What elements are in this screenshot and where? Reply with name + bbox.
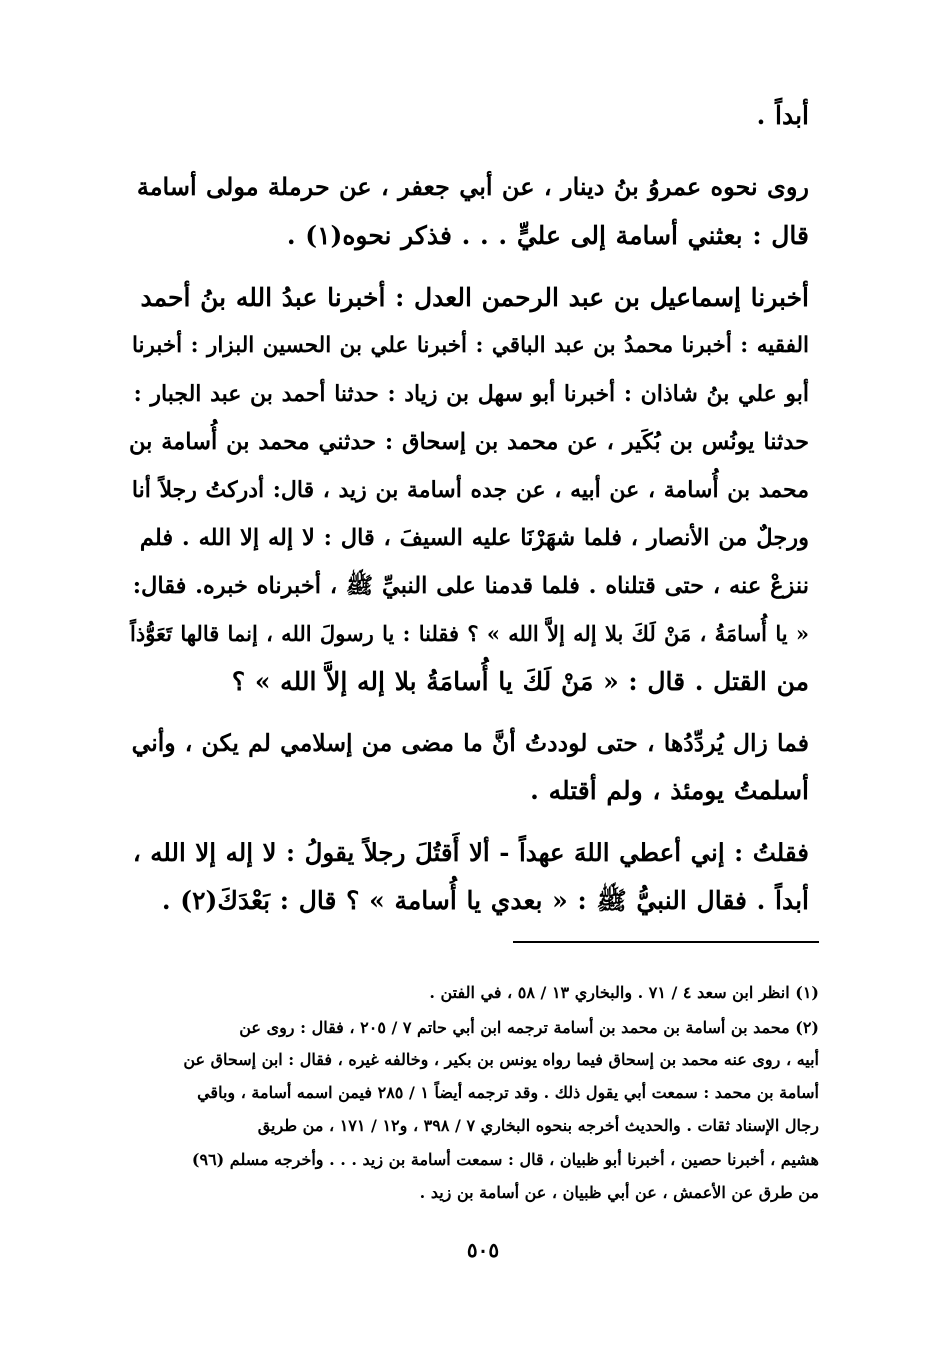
footnote-line: رجال الإسناد ثقات . والحديث أخرجه بنحوه البخاري ٧ / ٣٩٨ ، و١٢ / ١٧١ ، من طريق [257,1116,819,1135]
footnote-line: من طرق عن الأعمش ، عن أبي ظبيان ، عن أسامة بن زيد . [419,1183,819,1202]
text-line: أبو علي بنُ شاذان : أخبرنا أبو سهل بن زياد : حدثنا أحمد بن عبد الجبار : [133,381,809,407]
text-line: قال : بعثني أسامة إلى عليٍّ . . . فذكر نحوه(١) . [286,221,809,250]
footnote-line: (١) انظر ابن سعد ٤ / ٧١ . والبخاري ١٣ / ٥٨ ، في الفتن . [429,983,819,1002]
text-line: محمد بن أُسامة ، عن أبيه ، عن جده أسامة بن زيد ، قال: أدركتُ رجلاً أنا [131,477,809,503]
text-line: ننزعْ عنه ، حتى قتلناه . فلما قدمنا على النبيِّ ﷺ ، أخبرناه خبره. فقال: [132,573,809,599]
footnote-line: (٢) محمد بن أسامة بن محمد بن أسامة ترجمه ابن أبي حاتم ٧ / ٢٠٥ ، فقال : روى عن [239,1018,819,1037]
text-line: الفقيه : أخبرنا محمدُ بن عبد الباقي : أخبرنا علي بن الحسين البزار : أخبرنا [131,333,809,358]
text-line: روى نحوه عمروُ بنُ دينار ، عن أبي جعفر ، عن حرملة مولى أسامة [136,172,809,201]
footnote-line: أبيه ، روى عنه محمد بن إسحاق فيما رواه يونس بن بكير ، وخالفه غيره ، فقال : ابن إسحاق عن [183,1050,819,1069]
text-line: فما زال يُردِّدُها ، حتى لوددتُ أنَّ ما مضى من إسلامي لم يكن ، وأني [131,729,809,757]
text-line: أبداً . فقال النبيُّ ﷺ : « بعدي يا أُسامة » ؟ قال : بَعْدَكَ(٢) . [161,886,809,915]
text-line: حدثنا يونُس بن بُكَير ، عن محمد بن إسحاق : حدثني محمد بن أُسامة بن [128,429,809,455]
footnote-line: هشيم ، أخبرنا حصين ، أخبرنا أبو ظبيان ، قال : سمعت أسامة بن زيد . . . وأخرجه مسلم (٩٦) [191,1150,819,1169]
text-line: أخبرنا إسماعيل بن عبد الرحمن العدل : أخبرنا عبدُ الله بنُ أحمد [140,283,809,312]
text-line: « يا أُسامَةُ ، مَنْ لَكَ بلا إله إلاَّ الله » ؟ فقلنا : يا رسولَ الله ، إنما قالها تَعَوُّذاً [130,621,809,646]
text-line: أبداً . [756,101,809,130]
text-line: ورجلٌ من الأنصار ، فلما شهَرْنَا عليه السيفَ ، قال : لا إله إلا الله . فلم [139,525,809,551]
text-line: أسلمتُ يومئذ ، ولم أقتله . [530,776,809,805]
page-number: ٥٠٥ [466,1238,500,1262]
text-line: فقلتُ : إني أعطي اللهَ عهداً - ألا أَقتُلَ رجلاً يقولُ : لا إله إلا الله ، [132,838,809,867]
footnote-separator [513,941,819,943]
text-line: من القتل . قال : « مَنْ لَكَ يا أُسامَةُ بلا إله إلاَّ الله » ؟ [231,667,809,696]
footnote-line: أسامة بن محمد : سمعت أبي يقول ذلك . وقد ترجمه أيضاً ١ / ٢٨٥ فيمن اسمه أسامة ، وباقي [197,1083,819,1102]
